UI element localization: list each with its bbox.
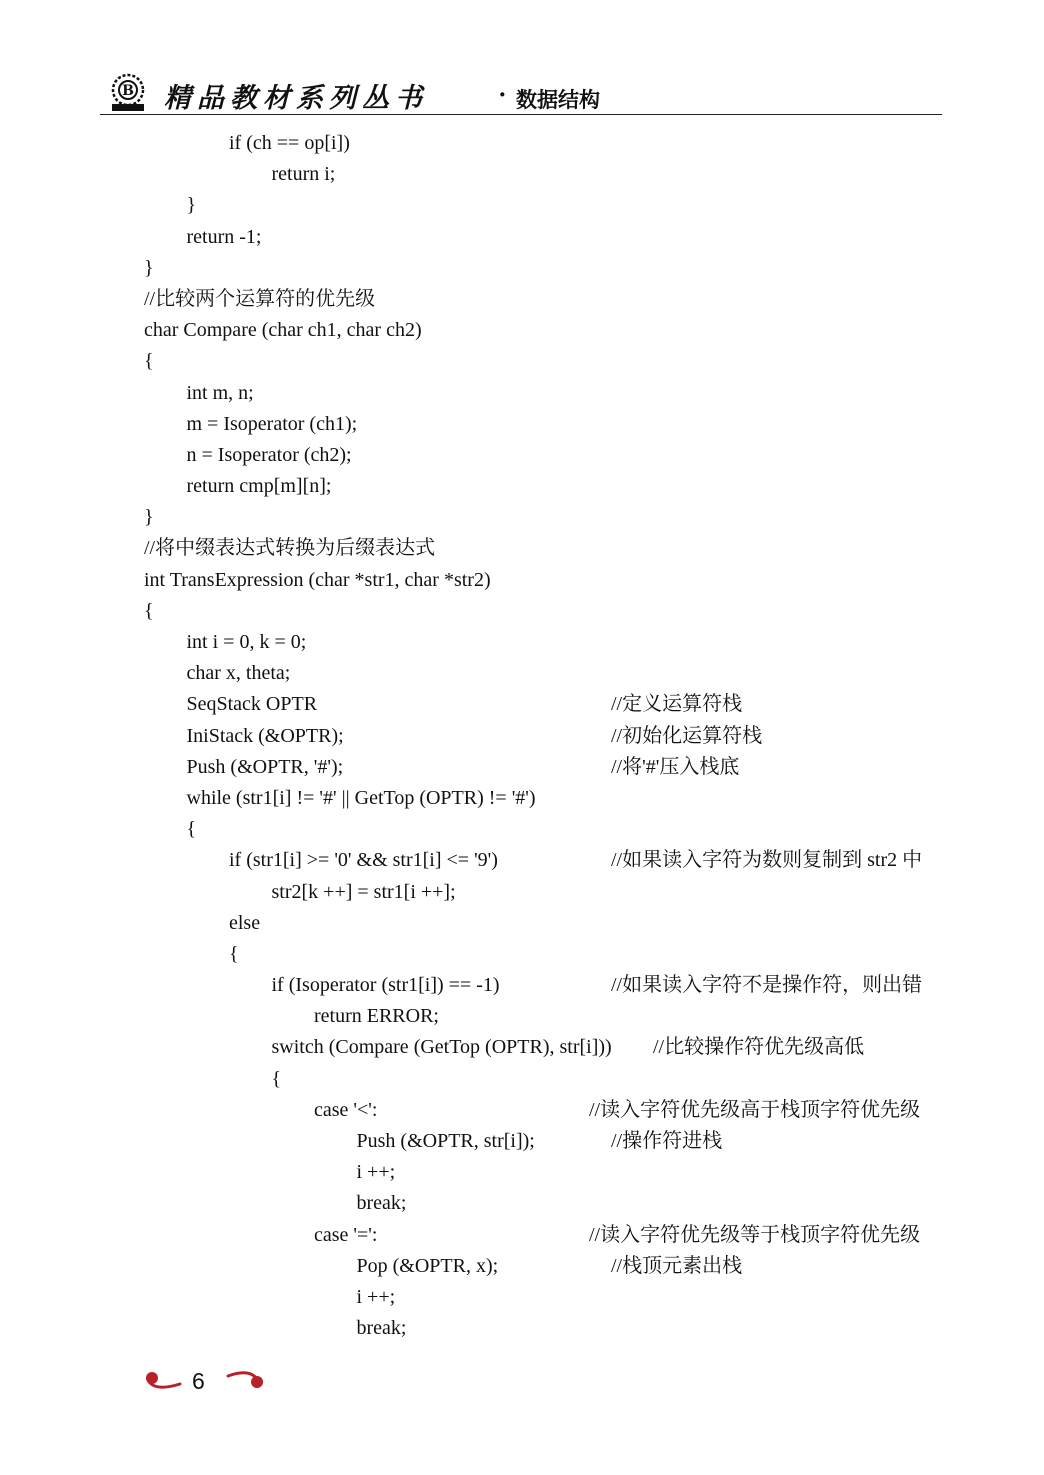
code-line <box>0 1188 1044 1219</box>
code-comment: //如果读入字符为数则复制到 str2 中 <box>611 849 923 872</box>
code-line <box>0 814 1044 845</box>
code-comment: //操作符进栈 <box>611 1130 723 1152</box>
code-text: m = Isoperator (ch1); <box>186 412 358 435</box>
code-text: str2[k ++] = str1[i ++]; <box>271 880 456 903</box>
subject-title: 数据结构 <box>516 88 600 112</box>
code-comment: //读入字符优先级高于栈顶字符优先级 <box>589 1098 921 1121</box>
code-text: { <box>186 818 197 841</box>
code-text: case '=': <box>314 1223 378 1246</box>
code-text: { <box>271 1067 282 1090</box>
code-text: while (str1[i] != '#' || GetTop (OPTR) != '#') <box>186 786 536 809</box>
code-comment: //读入字符优先级等于栈顶字符优先级 <box>589 1223 921 1246</box>
code-text: break; <box>356 1317 407 1340</box>
code-text: SeqStack OPTR <box>186 693 318 716</box>
code-text: i ++; <box>356 1285 396 1308</box>
code-line <box>0 783 1044 814</box>
code-text: //比较两个运算符的优先级 <box>144 287 376 310</box>
code-text: return -1; <box>186 225 262 248</box>
code-line <box>0 1001 1044 1032</box>
left-ornament-icon <box>144 1370 184 1392</box>
code-line <box>0 939 1044 970</box>
code-line <box>0 565 1044 596</box>
code-line <box>0 1095 1044 1126</box>
code-text: break; <box>356 1192 407 1215</box>
code-text: switch (Compare (GetTop (OPTR), str[i])) <box>271 1036 612 1059</box>
code-line <box>0 128 1044 159</box>
code-line <box>0 440 1044 471</box>
code-line <box>0 970 1044 1001</box>
code-line <box>0 721 1044 752</box>
code-text: char x, theta; <box>186 662 291 685</box>
code-line <box>0 284 1044 315</box>
code-text: return ERROR; <box>314 1005 439 1028</box>
code-text: if (ch == op[i]) <box>229 132 350 154</box>
svg-text:B: B <box>122 83 134 99</box>
code-text: int i = 0, k = 0; <box>186 631 307 653</box>
code-line <box>0 877 1044 908</box>
right-ornament-icon <box>226 1370 266 1392</box>
header-separator: · <box>498 80 507 109</box>
code-line <box>0 845 1044 876</box>
code-text: int TransExpression (char *str1, char *str2) <box>144 568 491 591</box>
code-line <box>0 222 1044 253</box>
publisher-logo-icon <box>106 72 150 112</box>
code-line <box>0 533 1044 564</box>
series-title: 精品教材系列丛书 <box>164 83 428 114</box>
code-text: case '<': <box>314 1098 378 1121</box>
code-line <box>0 1251 1044 1282</box>
code-comment: //初始化运算符栈 <box>611 724 763 747</box>
code-line <box>0 1064 1044 1095</box>
code-line <box>0 1032 1044 1063</box>
code-text: IniStack (&OPTR); <box>186 724 344 747</box>
code-comment: //比较操作符优先级高低 <box>653 1036 865 1059</box>
code-text: } <box>186 194 197 217</box>
code-comment: //将'#'压入栈底 <box>611 755 740 778</box>
code-text: if (Isoperator (str1[i]) == -1) <box>271 974 500 997</box>
code-text: { <box>229 942 239 965</box>
code-line <box>0 752 1044 783</box>
code-line <box>0 627 1044 658</box>
code-line <box>0 596 1044 627</box>
code-text: } <box>144 256 154 279</box>
code-line <box>0 409 1044 440</box>
code-line <box>0 1126 1044 1157</box>
code-text: int m, n; <box>186 381 254 404</box>
code-text: //将中缀表达式转换为后缀表达式 <box>144 537 436 560</box>
code-text: char Compare (char ch1, char ch2) <box>144 319 422 342</box>
code-text: Pop (&OPTR, x); <box>356 1254 499 1277</box>
code-line <box>0 908 1044 939</box>
code-text: { <box>144 350 154 373</box>
code-line <box>0 1313 1044 1344</box>
code-text: i ++; <box>356 1161 396 1184</box>
code-text: if (str1[i] >= '0' && str1[i] <= '9') <box>229 849 498 872</box>
code-line <box>0 1220 1044 1251</box>
code-line <box>0 502 1044 533</box>
code-listing <box>0 128 1044 1344</box>
code-text: { <box>144 599 154 622</box>
code-comment: //栈顶元素出栈 <box>611 1254 743 1277</box>
code-line <box>0 190 1044 221</box>
code-text: Push (&OPTR, str[i]); <box>356 1130 535 1152</box>
code-line <box>0 1282 1044 1313</box>
code-line <box>0 159 1044 190</box>
code-text: } <box>144 506 154 529</box>
code-line <box>0 315 1044 346</box>
code-text: n = Isoperator (ch2); <box>186 443 352 466</box>
code-comment: //如果读入字符不是操作符，则出错 <box>611 974 923 997</box>
code-line <box>0 689 1044 720</box>
page-footer <box>144 1366 274 1402</box>
code-text: return cmp[m][n]; <box>186 475 332 498</box>
code-text: Push (&OPTR, '#'); <box>186 755 344 778</box>
code-line <box>0 658 1044 689</box>
code-comment: //定义运算符栈 <box>611 693 743 716</box>
page-number: 6 <box>192 1368 205 1394</box>
code-text: else <box>229 911 261 934</box>
page-header <box>100 70 942 115</box>
code-line <box>0 471 1044 502</box>
code-text: return i; <box>271 163 336 186</box>
code-line <box>0 378 1044 409</box>
code-line <box>0 253 1044 284</box>
code-line <box>0 1157 1044 1188</box>
code-line <box>0 346 1044 377</box>
